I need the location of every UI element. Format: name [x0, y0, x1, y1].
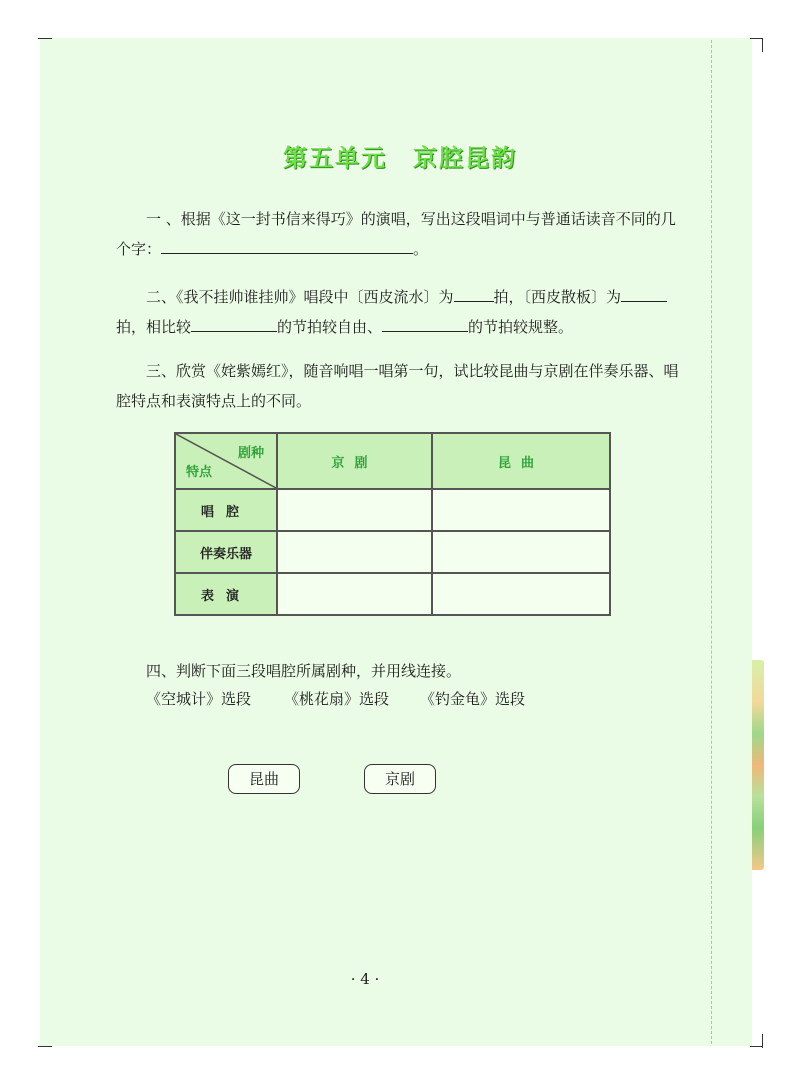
- question-2-text-e: 的节拍较规整。: [468, 318, 574, 336]
- table-row: [175, 573, 610, 615]
- answer-cell-kunqu-performance[interactable]: [432, 573, 610, 615]
- question-1-line-1: 一 、根据《这一封书信来得巧》的演唱，写出这段唱词中与普通话读音不同的几: [146, 210, 676, 228]
- choice-excerpt-3[interactable]: 《钓金龟》选段: [420, 690, 526, 708]
- question-1-prefix: 个字：: [116, 240, 162, 258]
- match-box-jingju[interactable]: 京剧: [364, 764, 436, 794]
- row-header-performance: 表演: [175, 573, 277, 615]
- row-header-instruments: 伴奏乐器: [175, 531, 277, 573]
- table-corner-cell: [175, 433, 277, 489]
- crop-mark: [750, 38, 762, 39]
- question-2-text-a: 二、《我不挂帅谁挂帅》唱段中〔西皮流水〕为: [146, 288, 454, 306]
- column-header-kunqu: 昆曲: [432, 433, 610, 489]
- row-header-singing: 唱腔: [175, 489, 277, 531]
- match-box-kunqu[interactable]: 昆曲: [228, 764, 300, 794]
- answer-cell-kunqu-instruments[interactable]: [432, 531, 610, 573]
- crop-mark: [762, 38, 763, 52]
- question-2-line-2: [116, 312, 696, 342]
- answer-cell-kunqu-singing[interactable]: [432, 489, 610, 531]
- crop-mark: [38, 38, 52, 39]
- question-2-text-d: 的节拍较自由、: [277, 318, 383, 336]
- question-3-line-1: 三、欣赏《姹紫嫣红》，随音响唱一唱第一句，试比较昆曲与京剧在伴奏乐器、唱: [146, 362, 679, 380]
- question-4-text: 四、判断下面三段唱腔所属剧种，并用线连接。: [146, 662, 462, 680]
- question-3: [116, 356, 696, 416]
- answer-cell-jingju-performance[interactable]: [277, 573, 432, 615]
- page-number: · 4 ·: [350, 970, 380, 988]
- fold-guide-line: [711, 40, 712, 1044]
- side-tab-decoration: [752, 660, 764, 870]
- table-header-row: [175, 433, 610, 489]
- corner-label-feature: 特点: [186, 465, 213, 480]
- answer-cell-jingju-instruments[interactable]: [277, 531, 432, 573]
- corner-label-type: 剧种: [237, 446, 264, 461]
- table-row: [175, 489, 610, 531]
- crop-mark: [38, 1046, 52, 1047]
- column-header-jingju: 京剧: [277, 433, 432, 489]
- question-2-text-b: 拍，〔西皮散板〕为: [493, 288, 622, 306]
- answer-blank-2d[interactable]: [382, 317, 468, 332]
- question-2-line-1: [116, 282, 696, 312]
- question-1-suffix: 。: [413, 240, 429, 258]
- table-row: [175, 531, 610, 573]
- question-2: [116, 282, 696, 342]
- choice-excerpt-2[interactable]: 《桃花扇》选段: [284, 690, 390, 708]
- answer-blank-2b[interactable]: [621, 287, 667, 302]
- unit-title: 第五单元 京腔昆韵: [283, 144, 517, 172]
- question-1: [116, 204, 696, 264]
- answer-blank-2a[interactable]: [454, 287, 494, 302]
- question-2-text-c: 拍，相比较: [116, 318, 192, 336]
- choice-excerpt-1[interactable]: 《空城计》选段: [146, 690, 252, 708]
- crop-mark: [750, 1046, 762, 1047]
- comparison-table: [174, 432, 611, 616]
- answer-cell-jingju-singing[interactable]: [277, 489, 432, 531]
- question-3-line-2: 腔特点和表演特点上的不同。: [116, 392, 312, 410]
- question-1-line-2: [116, 234, 696, 264]
- answer-blank-1[interactable]: [161, 239, 413, 254]
- question-4: [116, 656, 696, 686]
- answer-blank-2c[interactable]: [191, 317, 277, 332]
- crop-mark: [762, 1034, 763, 1048]
